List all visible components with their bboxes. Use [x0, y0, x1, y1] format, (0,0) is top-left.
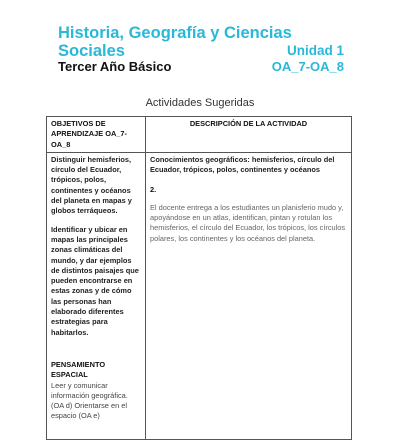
title-line-1: Historia, Geografía y Ciencias	[58, 24, 292, 42]
skill-heading: PENSAMIENTO ESPACIAL	[51, 359, 106, 380]
objective-1: Distinguir hemisferios, círculo del Ecuador, trópicos, polos, continentes y océanos del planeta en mapas y globos terráqueos.	[51, 154, 132, 216]
table-header-row	[47, 117, 352, 153]
objectives-header: OBJETIVOS DE APRENDIZAJE OA_7-OA_8	[47, 117, 146, 153]
document-title	[58, 24, 344, 60]
description-header: DESCRIPCIÓN DE LA ACTIVIDAD	[146, 117, 352, 153]
section-title: Actividades Sugeridas	[145, 97, 255, 109]
unit-label: Unidad 1	[286, 43, 344, 58]
title-line-2: Sociales	[58, 42, 125, 60]
grade-label: Tercer Año Básico	[58, 59, 172, 74]
activity-text: El docente entrega a los estudiantes un planisferio mudo y, apoyándose en un atlas, identifican, pintan y rotulan los hemisferios, el círculo del Ecuador, los trópicos, los círculos polares, los continentes y los océanos del planeta.	[150, 202, 346, 243]
activity-title: Conocimientos geográficos: hemisferios, círculo del Ecuador, trópicos, polos, continentes y océanos	[150, 154, 335, 175]
activities-table	[46, 116, 352, 440]
objectives-cell	[47, 152, 146, 439]
objective-2: Identificar y ubicar en mapas las principales zonas climáticas del mundo, y dar ejemplos de distintos paisajes que pueden encontrarse en estas zonas y de cómo las personas han elaborado diferentes estrategias para habitarlos.	[51, 224, 139, 337]
description-cell	[146, 152, 352, 439]
table-row	[47, 152, 352, 439]
activity-number: 2.	[150, 185, 157, 195]
skill-text: Leer y comunicar información geográfica. (OA d) Orientarse en el espacio (OA e)	[51, 380, 128, 421]
objective-codes: OA_7-OA_8	[271, 59, 344, 74]
subheader	[58, 59, 344, 74]
